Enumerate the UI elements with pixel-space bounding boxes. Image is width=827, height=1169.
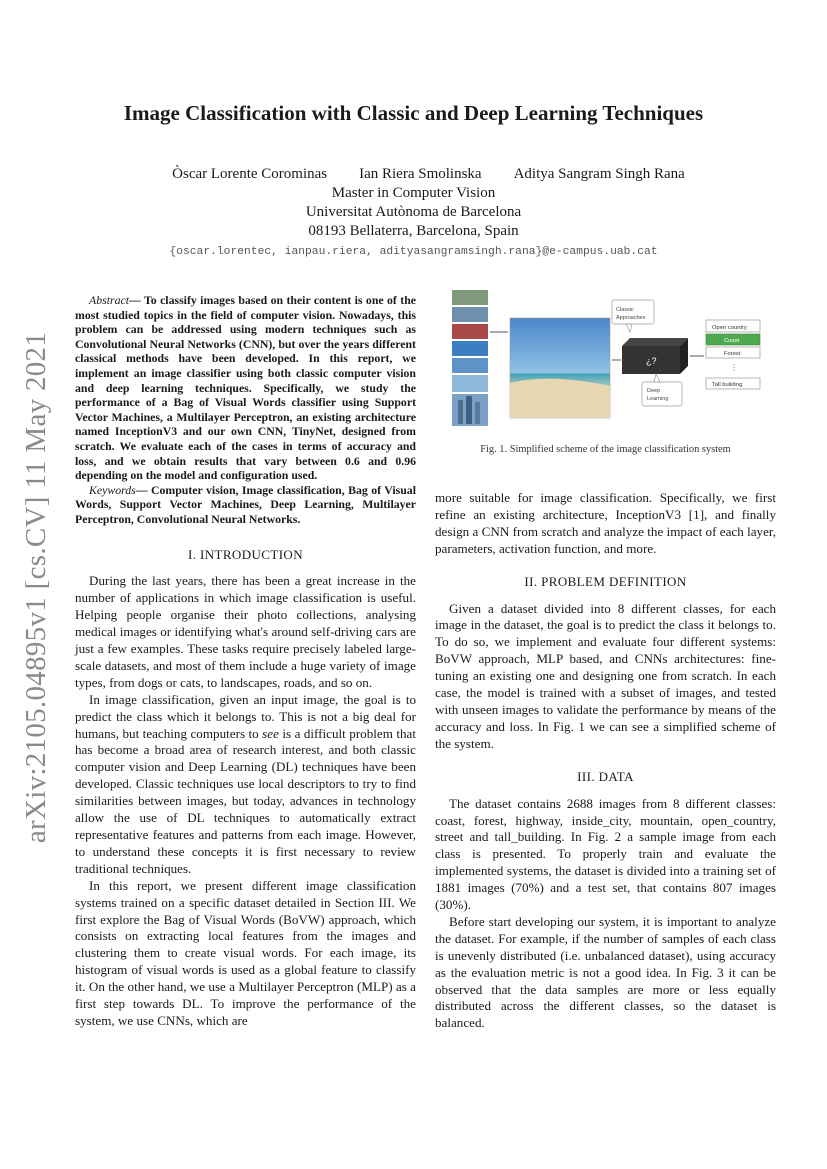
thumb-forest [452, 290, 488, 305]
deep-learning-callout [642, 382, 682, 406]
abstract [75, 293, 416, 483]
class-coast-label: Coast [724, 338, 740, 344]
author-1: Òscar Lorente Corominas [172, 166, 328, 182]
affiliation-university: Universitat Autònoma de Barcelona [305, 204, 522, 220]
author-block [0, 165, 827, 262]
deep-label-1: Deep [647, 388, 661, 394]
thumb-highway [452, 307, 488, 322]
abstract-label: Abstract [89, 293, 129, 307]
thumb-mountain [452, 358, 488, 373]
thumbnail-strip [452, 290, 488, 426]
classic-label-1: Classic [616, 307, 634, 313]
black-box-top [622, 338, 688, 346]
author-emails: {oscar.lorentec, ianpau.riera, adityasangramsingh.rana}@e-campus.uab.cat [169, 246, 658, 258]
classic-label-2: Approaches [616, 315, 646, 321]
intro-paragraph-3: In this report, we present different image classification systems trained on a specific dataset detailed in Section III. We first explore the Bag of Visual Words (BoVW) approach, which consists on extracting local features from the images and clustering them to create visual words. For each image, its histogram of visual words is used as a global feature to classify it. On the other hand, we use a Multilayer Perceptron (MLP) as a first step towards DL. To improve the performance of the system, we use CNNs, which are [75, 877, 416, 1028]
keywords-label: Keywords [89, 482, 136, 497]
intro-paragraph-2 [75, 692, 416, 878]
right-column [435, 490, 776, 1032]
intro-p2-end: is a difficult problem that has become a broad area of research interest, and both classic computer vision and Deep Learning (DL) techniques have been developed. Classic techniques use local descriptors to try to find similarities between images, but today, advances in technology allow the use of DL techniques to automatically extract representative features and patterns from each image. However, to understand these concepts it is first necessary to review traditional techniques. [75, 725, 417, 876]
class-list-ellipsis: ⋮ [730, 363, 738, 372]
keywords [75, 483, 416, 527]
system-scheme-diagram [450, 288, 766, 428]
abstract-text: — To classify images based on their content is one of the most studied topics in the field of computer vision. Nowadays, this problem can be addressed using modern techniques such as Convolutional Neural Networks (CNN), but over the years different classical methods have been developed. In this report, we implement an image classifier using both classic computer vision and deep learning techniques. Specifically, we study the performance of a Bag of Visual Words classifier using Support Vector Machines, a Multilayer Perceptron, an existing architecture named InceptionV3 and our own CNN, TinyNet, designed from scratch. We evaluate each of the cases in terms of accuracy and loss, and we obtain results that vary between 0.6 and 0.96 depending on the model and configuration used. [75, 293, 416, 483]
figure-1 [450, 288, 766, 428]
author-2: Ian Riera Smolinska [359, 166, 482, 182]
intro-paragraph-1: During the last years, there has been a great increase in the number of applications in which image classification is useful. Helping people organise their photo collections, analysing medical images or identifying what's around self-driving cars are just a few examples. These tasks require precisely labeled large-scale datasets, and most of them include a huge variety of image types, from dogs or cats, to landscapes, roads, and so on. [75, 573, 416, 690]
section-heading-problem-definition: II. PROBLEM DEFINITION [524, 573, 687, 589]
affiliation-address: 08193 Bellaterra, Barcelona, Spain [308, 223, 519, 239]
figure-1-caption: Fig. 1. Simplified scheme of the image classification system [480, 444, 731, 455]
data-paragraph-2: Before start developing our system, it is important to analyze the dataset. For example, if the number of samples of each class is unevenly distributed (i.e. unbalanced dataset), using accuracy as the evaluation metric is not a good idea. In Fig. 3 it can be observed that the data samples are more or less equally distributed across the different classes, so the dataset is balanced. [435, 913, 776, 1031]
author-3: Aditya Sangram Singh Rana [513, 166, 685, 182]
left-column [75, 293, 416, 1030]
black-box-label: ¿? [646, 356, 657, 366]
intro-p2-start: In image classification, given an input image, the goal is to predict the class which it belongs to. This is not a big deal for humans, but teaching computers to [75, 691, 416, 741]
author-names [30, 165, 827, 184]
keywords-text: — Computer vision, Image classification, Bag of Visual Words, Support Vector Machines, Deep Learning, Multilayer Perceptron, Convolutional Neural Networks. [75, 482, 416, 526]
data-paragraph-1: The dataset contains 2688 images from 8 different classes: coast, forest, highway, inside_city, mountain, open_country, street and tall_building. In Fig. 2 a sample image from each class is presented. To properly train and evaluate the implemented systems, the dataset is divided into a training set of 1881 images (70%) and a test set, that contains 807 images (30%). [435, 795, 776, 913]
affiliation-program: Master in Computer Vision [331, 185, 496, 201]
paper-title: Image Classification with Classic and Deep Learning Techniques [123, 101, 704, 125]
intro-paragraph-3-continued: more suitable for image classification. Specifically, we first refine an existing architecture, InceptionV3 [1], and finally design a CNN from scratch and analyze the impact of each layer, parameters, activation function, and more. [435, 490, 776, 556]
section-heading-introduction: I. INTRODUCTION [187, 546, 304, 562]
problem-paragraph-1: Given a dataset divided into 8 different classes, for each image in the dataset, the goal is to predict the class it belongs to. To do so, we implement and evaluate four different systems: BoVW approach, MLP based, and CNNs architectures: fine-tuning an existing one and designing one from scratch. In each case, the model is trained with a subset of images, and tested with unseen images to validate the performance by means of the accuracy and loss. In Fig. 1 we can see a simplified scheme of the system. [435, 600, 776, 751]
thumb-coast [452, 341, 488, 356]
thumb-open-country [452, 375, 488, 392]
thumb-street [452, 324, 488, 339]
class-open-country-label: Open country [712, 325, 747, 331]
arxiv-stamp [14, 331, 60, 843]
intro-p2-emphasis: see [262, 725, 279, 741]
class-forest-label: Forest [724, 351, 741, 357]
arxiv-stamp-text: arXiv:2105.04895v1 [cs.CV] 11 May 2021 [20, 331, 53, 843]
section-heading-data: III. DATA [577, 768, 634, 784]
class-tall-building-label: Tall building [712, 382, 743, 388]
deep-label-2: Learning [647, 396, 669, 402]
